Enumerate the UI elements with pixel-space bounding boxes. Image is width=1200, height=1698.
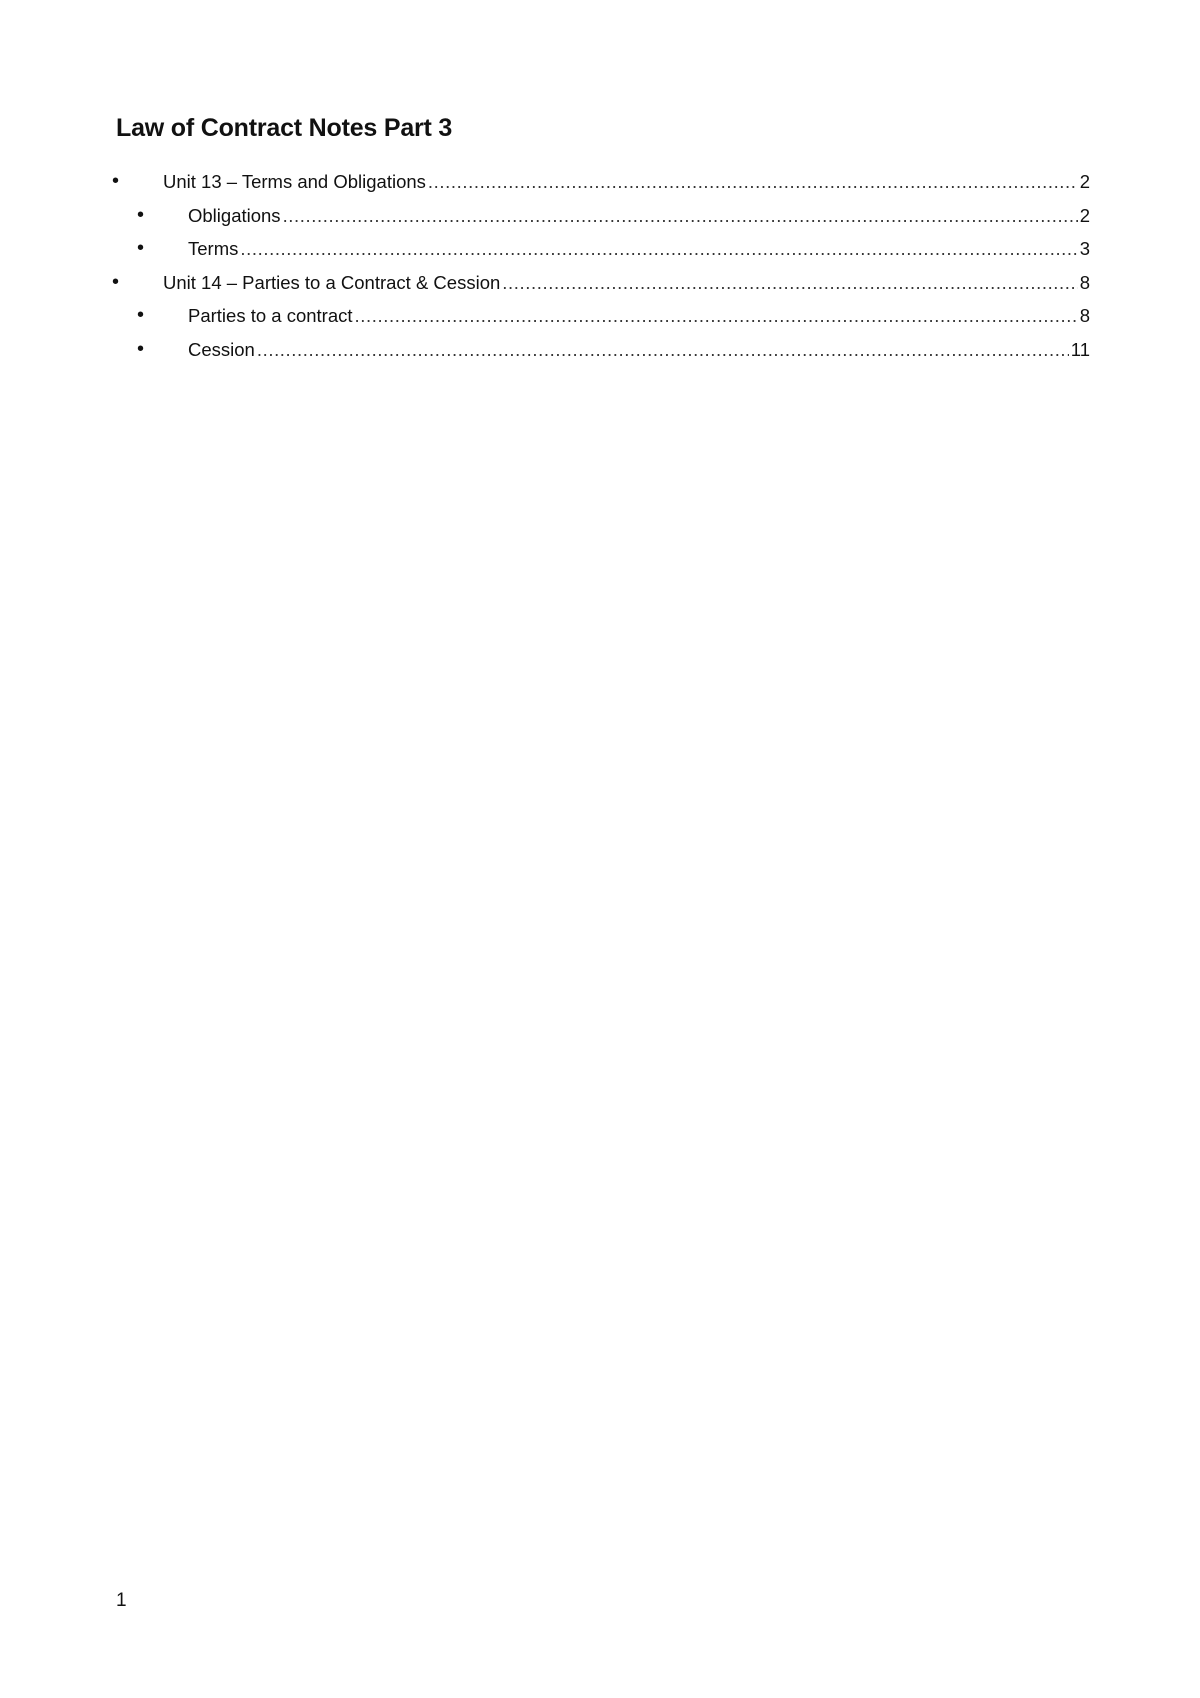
toc-entry-terms[interactable] <box>0 232 1200 266</box>
toc-entry-line <box>188 232 1090 266</box>
toc-entry-cession[interactable] <box>0 333 1200 367</box>
toc-entry-label: Unit 13 – Terms and Obligations <box>163 171 426 192</box>
dot-leader <box>283 199 1078 233</box>
toc-entry-page: 3 <box>1079 238 1090 260</box>
toc-entry-page: 2 <box>1079 171 1090 192</box>
toc-entry-line <box>188 333 1090 367</box>
bullet-icon: • <box>137 304 145 327</box>
dot-leader <box>502 266 1077 300</box>
bullet-icon: • <box>112 170 120 192</box>
toc-entry-line <box>163 165 1090 199</box>
toc-entry-label: Cession <box>188 338 255 360</box>
toc-entry-label: Terms <box>188 238 239 260</box>
page-number: 1 <box>116 1590 127 1611</box>
bullet-icon: • <box>112 270 120 293</box>
dot-leader <box>355 299 1078 333</box>
toc-entry-unit-13[interactable] <box>0 165 1200 199</box>
toc-entry-unit-14[interactable] <box>0 266 1200 300</box>
toc-entry-page: 11 <box>1070 338 1090 360</box>
toc-entry-parties-to-a-contract[interactable] <box>0 299 1200 333</box>
toc-entry-obligations[interactable] <box>0 199 1200 233</box>
toc-entry-label: Unit 14 – Parties to a Contract & Cession <box>163 271 501 293</box>
bullet-icon: • <box>137 203 145 226</box>
toc-entry-page: 2 <box>1079 204 1090 226</box>
bullet-icon: • <box>137 337 145 360</box>
toc-entry-page: 8 <box>1079 305 1090 327</box>
toc-entry-line <box>188 199 1090 233</box>
table-of-contents <box>0 165 1200 367</box>
dot-leader <box>240 232 1077 266</box>
bullet-icon: • <box>137 237 145 260</box>
toc-entry-page: 8 <box>1079 271 1090 293</box>
toc-entry-label: Parties to a contract <box>188 305 353 327</box>
document-title: Law of Contract Notes Part 3 <box>116 114 453 142</box>
toc-entry-label: Obligations <box>188 204 281 226</box>
toc-entry-line <box>163 266 1090 300</box>
dot-leader <box>257 333 1069 367</box>
dot-leader <box>428 165 1078 199</box>
toc-entry-line <box>188 299 1090 333</box>
